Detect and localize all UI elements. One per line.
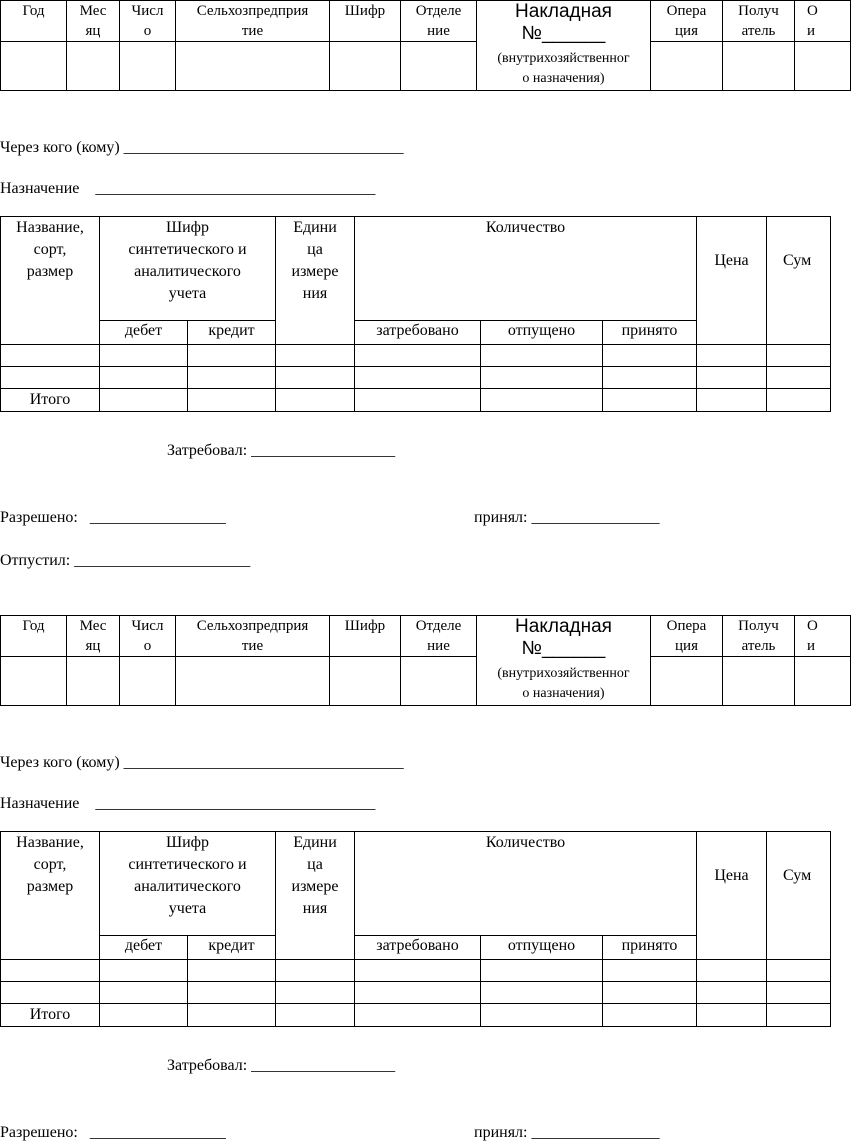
cell[interactable] <box>697 345 767 367</box>
cell[interactable] <box>100 960 188 982</box>
header-value-department[interactable] <box>401 657 477 706</box>
col-accepted-header: принято <box>603 320 697 344</box>
invoice-title-cell <box>477 616 651 706</box>
col-code-header: Шифр синтетического и аналитического учета <box>100 832 276 936</box>
cell[interactable] <box>481 982 603 1004</box>
cell[interactable] <box>276 1004 355 1027</box>
header-value-year[interactable] <box>1 42 67 91</box>
allowed-line: Разрешено: _________________ <box>0 509 226 526</box>
cell[interactable] <box>697 389 767 412</box>
cell[interactable] <box>603 367 697 389</box>
cell[interactable] <box>355 1004 481 1027</box>
cell[interactable] <box>355 389 481 412</box>
header-cell-code: Шифр <box>330 616 401 657</box>
requested-by-line: Затребовал: __________________ <box>167 442 396 459</box>
table-row <box>1 960 831 982</box>
invoice-header-table <box>0 615 851 706</box>
header-value-cut[interactable] <box>795 42 851 91</box>
cell[interactable] <box>355 960 481 982</box>
col-sum-header: Сум <box>767 217 831 345</box>
header-cell-cut: О и <box>795 1 851 42</box>
received-line: принял: ________________ <box>474 1124 660 1141</box>
invoice-header-table <box>0 0 851 91</box>
cell[interactable] <box>603 982 697 1004</box>
invoice-title-cell <box>477 1 651 91</box>
cell[interactable] <box>100 1004 188 1027</box>
cell[interactable] <box>188 1004 276 1027</box>
col-code-header: Шифр синтетического и аналитического учета <box>100 217 276 321</box>
col-requested-header: затребовано <box>355 320 481 344</box>
cell[interactable] <box>767 1004 831 1027</box>
invoice-note: (внутрихозяйственног о назначения) <box>497 51 630 86</box>
cell[interactable] <box>603 960 697 982</box>
cell[interactable] <box>100 982 188 1004</box>
header-cell-year: Год <box>1 616 67 657</box>
cell[interactable] <box>276 960 355 982</box>
cell[interactable] <box>481 367 603 389</box>
header-cell-enterprise: Сельхозпредприя тие <box>176 1 330 42</box>
cell[interactable] <box>188 345 276 367</box>
total-label: Итого <box>1 389 100 412</box>
invoice-note: (внутрихозяйственног о назначения) <box>497 666 630 701</box>
invoice-title: Накладная <box>515 616 612 637</box>
cell[interactable] <box>697 982 767 1004</box>
header-value-operation[interactable] <box>651 657 723 706</box>
purpose-line: Назначение ___________________________________ <box>0 180 376 197</box>
cell[interactable] <box>481 389 603 412</box>
header-value-recipient[interactable] <box>723 42 795 91</box>
cell[interactable] <box>276 389 355 412</box>
total-label: Итого <box>1 1004 100 1027</box>
col-requested-header: затребовано <box>355 935 481 959</box>
cell[interactable] <box>276 982 355 1004</box>
cell[interactable] <box>767 982 831 1004</box>
released-by-line: Отпустил: ______________________ <box>0 552 251 569</box>
table-row <box>1 982 831 1004</box>
cell[interactable] <box>1 345 100 367</box>
header-value-recipient[interactable] <box>723 657 795 706</box>
total-row <box>1 389 831 412</box>
through-line: Через кого (кому) ___________________________________ <box>0 139 404 156</box>
cell[interactable] <box>276 345 355 367</box>
header-value-day[interactable] <box>120 42 176 91</box>
col-credit-header: кредит <box>188 320 276 344</box>
header-cell-recipient: Получ атель <box>723 1 795 42</box>
header-value-year[interactable] <box>1 657 67 706</box>
col-name-header: Название, сорт, размер <box>1 832 100 960</box>
header-value-department[interactable] <box>401 42 477 91</box>
col-unit-header: Едини ца измере ния <box>276 832 355 960</box>
through-line: Через кого (кому) ___________________________________ <box>0 754 404 771</box>
header-value-month[interactable] <box>67 42 120 91</box>
header-cell-month: Мес яц <box>67 1 120 42</box>
received-line: принял: ________________ <box>474 509 660 526</box>
cell[interactable] <box>188 367 276 389</box>
header-value-operation[interactable] <box>651 42 723 91</box>
header-cell-department: Отделе ние <box>401 616 477 657</box>
cell[interactable] <box>767 345 831 367</box>
col-debit-header: дебет <box>100 935 188 959</box>
cell[interactable] <box>188 960 276 982</box>
cell[interactable] <box>100 345 188 367</box>
col-unit-header: Едини ца измере ния <box>276 217 355 345</box>
col-accepted-header: принято <box>603 935 697 959</box>
header-cell-year: Год <box>1 1 67 42</box>
cell[interactable] <box>603 1004 697 1027</box>
requested-by-line: Затребовал: __________________ <box>167 1057 396 1074</box>
header-cell-month: Мес яц <box>67 616 120 657</box>
header-cell-code: Шифр <box>330 1 401 42</box>
cell[interactable] <box>100 367 188 389</box>
header-value-enterprise[interactable] <box>176 42 330 91</box>
col-sum-header: Сум <box>767 832 831 960</box>
table-row <box>1 345 831 367</box>
col-price-header: Цена <box>697 217 767 345</box>
invoice-number: №______ <box>521 638 606 659</box>
header-cell-cut: О и <box>795 616 851 657</box>
cell[interactable] <box>355 345 481 367</box>
cell[interactable] <box>355 367 481 389</box>
cell[interactable] <box>481 345 603 367</box>
header-value-cut[interactable] <box>795 657 851 706</box>
cell[interactable] <box>100 389 188 412</box>
items-table <box>0 831 831 1027</box>
header-cell-operation: Опера ция <box>651 1 723 42</box>
cell[interactable] <box>1 367 100 389</box>
purpose-line: Назначение ___________________________________ <box>0 795 376 812</box>
allowed-line: Разрешено: _________________ <box>0 1124 226 1141</box>
cell[interactable] <box>1 960 100 982</box>
cell[interactable] <box>481 960 603 982</box>
cell[interactable] <box>603 345 697 367</box>
total-row <box>1 1004 831 1027</box>
col-qty-header: Количество <box>355 217 697 321</box>
col-released-header: отпущено <box>481 935 603 959</box>
header-cell-day: Числ о <box>120 1 176 42</box>
header-cell-recipient: Получ атель <box>723 616 795 657</box>
cell[interactable] <box>767 389 831 412</box>
items-table <box>0 216 831 412</box>
cell[interactable] <box>697 367 767 389</box>
cell[interactable] <box>355 982 481 1004</box>
col-debit-header: дебет <box>100 320 188 344</box>
col-name-header: Название, сорт, размер <box>1 217 100 345</box>
header-value-code[interactable] <box>330 657 401 706</box>
col-qty-header: Количество <box>355 832 697 936</box>
header-cell-department: Отделе ние <box>401 1 477 42</box>
col-released-header: отпущено <box>481 320 603 344</box>
cell[interactable] <box>276 367 355 389</box>
header-value-code[interactable] <box>330 42 401 91</box>
col-credit-header: кредит <box>188 935 276 959</box>
cell[interactable] <box>767 960 831 982</box>
invoice-number: №______ <box>521 23 606 44</box>
cell[interactable] <box>697 1004 767 1027</box>
header-cell-operation: Опера ция <box>651 616 723 657</box>
cell[interactable] <box>697 960 767 982</box>
header-cell-enterprise: Сельхозпредприя тие <box>176 616 330 657</box>
cell[interactable] <box>188 982 276 1004</box>
cell[interactable] <box>603 389 697 412</box>
cell[interactable] <box>188 389 276 412</box>
table-row <box>1 367 831 389</box>
cell[interactable] <box>1 982 100 1004</box>
header-value-month[interactable] <box>67 657 120 706</box>
col-price-header: Цена <box>697 832 767 960</box>
cell[interactable] <box>481 1004 603 1027</box>
header-value-day[interactable] <box>120 657 176 706</box>
header-cell-day: Числ о <box>120 616 176 657</box>
invoice-title: Накладная <box>515 1 612 22</box>
cell[interactable] <box>767 367 831 389</box>
header-value-enterprise[interactable] <box>176 657 330 706</box>
